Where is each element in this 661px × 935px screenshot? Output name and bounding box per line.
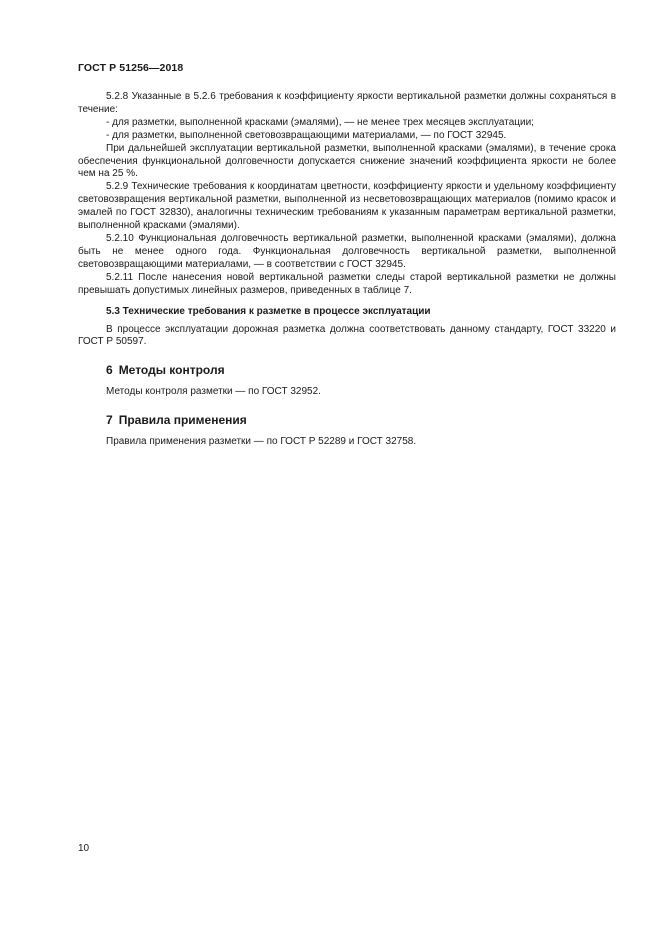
page-number: 10 (78, 843, 90, 854)
paragraph-5-2-11: 5.2.11 После нанесения новой вертикальной разметки следы старой вертикальной разметки не должны превышать допустимых линейных размеров, приведенных в таблице 7. (78, 271, 616, 296)
paragraph-5-2-9: 5.2.9 Технические требования к координатам цветности, коэффициенту яркости и удельному коэффициенту световозвращения вертикальной разметки, выполненной из несветовозвращающих материалов (помимо красок и эмалей по ГОСТ 32830), аналогичны техническим требованиям к указанным параметрам вертикальной разметки, выполненной красками (эмалями). (78, 181, 616, 232)
document-header: ГОСТ Р 51256—2018 (78, 62, 184, 74)
section-6-title: Методы контроля (118, 363, 225, 378)
paragraph-5-2-10: 5.2.10 Функциональная долговечность вертикальной разметки, выполненной красками (эмалями), должна быть не менее одного года. Функциональная долговечность вертикальной разметки, выполненной световозвращающими материалами, — в соответствии с ГОСТ 32945. (78, 232, 616, 270)
paragraph-section-6: Методы контроля разметки — по ГОСТ 32952. (106, 386, 321, 398)
paragraph-further-use: При дальнейшей эксплуатации вертикальной разметки, выполненной красками (эмалями), в течение срока обеспечения функциональной долговечности допускается снижение значений коэффициента яркости не более чем на 25 %. (78, 142, 616, 180)
section-7-heading (78, 413, 616, 428)
document-body (78, 91, 616, 449)
section-7-title: Правила применения (118, 413, 247, 428)
paragraph-section-7: Правила применения разметки — по ГОСТ Р 52289 и ГОСТ 32758. (106, 436, 417, 448)
list-item-paints: - для разметки, выполненной красками (эмалями), — не менее трех месяцев эксплуатации; (106, 116, 534, 128)
subsection-5-3-title: 5.3 Технические требования к разметке в процессе эксплуатации (106, 305, 431, 317)
paragraph-5-3: В процессе эксплуатации дорожная разметка должна соответствовать данному стандарту, ГОСТ 33220 и ГОСТ Р 50597. (78, 323, 616, 348)
paragraph-5-2-8: 5.2.8 Указанные в 5.2.6 требования к коэффициенту яркости вертикальной разметки должны сохраняться в течение: (78, 91, 616, 115)
section-6-number: 6 (106, 363, 113, 378)
section-6-heading (78, 363, 616, 378)
list-item-retroreflective: - для разметки, выполненной световозвращающими материалами, — по ГОСТ 32945. (106, 129, 507, 141)
section-7-number: 7 (106, 413, 113, 428)
